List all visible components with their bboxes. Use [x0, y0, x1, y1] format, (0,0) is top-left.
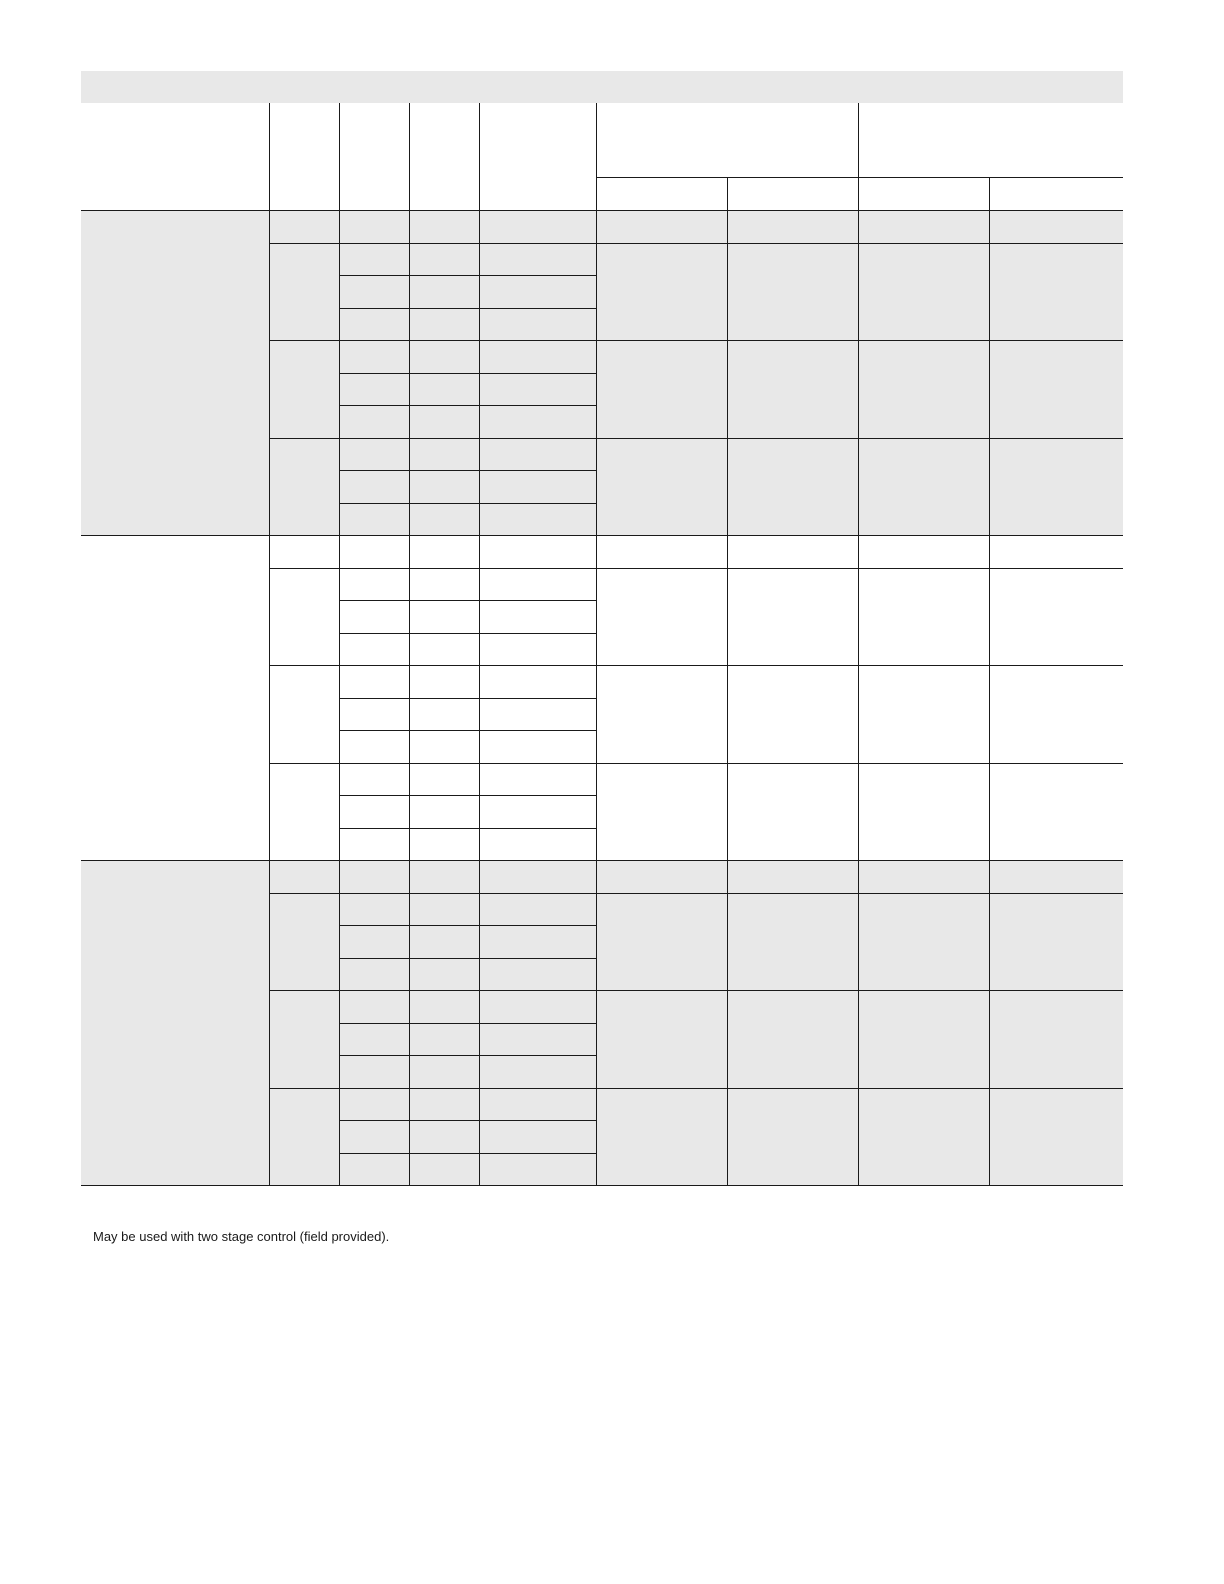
group-cell [269, 991, 339, 1089]
header-sub-1 [596, 178, 727, 211]
section-label-cell [81, 861, 269, 1186]
table-title-band [81, 71, 1123, 103]
table-footnote: May be used with two stage control (field provided). [93, 1229, 390, 1244]
section-label-cell [81, 211, 269, 536]
section-label-cell [81, 536, 269, 861]
table-row [81, 211, 1123, 244]
header-sub-3 [858, 178, 989, 211]
header-sub-2 [727, 178, 858, 211]
group-cell [269, 243, 339, 341]
table-header [81, 103, 1123, 211]
header-group-left [596, 103, 858, 178]
group-cell [269, 666, 339, 764]
header-col-4 [409, 103, 479, 211]
group-cell [269, 341, 339, 439]
table-row [81, 536, 1123, 569]
spec-table [81, 103, 1123, 1186]
header-group-right [858, 103, 1123, 178]
group-cell [269, 568, 339, 666]
group-cell [269, 438, 339, 536]
header-col-2 [269, 103, 339, 211]
table-row [81, 861, 1123, 894]
group-cell [269, 1088, 339, 1186]
table-section-2 [81, 536, 1123, 861]
header-sub-4 [989, 178, 1123, 211]
header-col-5 [479, 103, 596, 211]
table-section-1 [81, 211, 1123, 536]
group-cell [269, 763, 339, 861]
table-section-3 [81, 861, 1123, 1186]
header-model-cell [81, 103, 269, 211]
header-col-3 [339, 103, 409, 211]
group-cell [269, 893, 339, 991]
